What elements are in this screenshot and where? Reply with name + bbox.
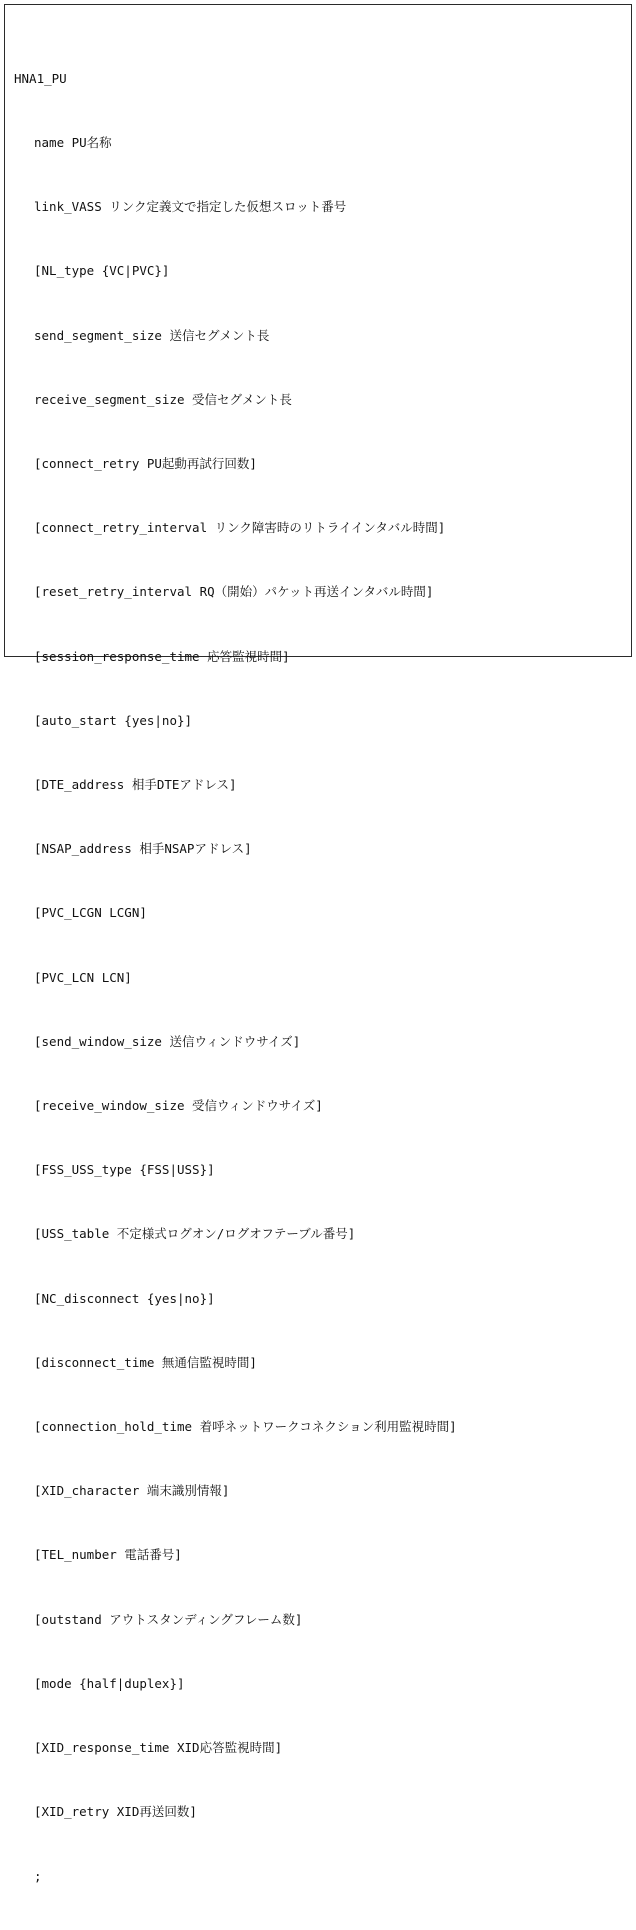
param-line: [auto_start {yes|no}] xyxy=(34,712,193,728)
definition-box xyxy=(4,4,632,1884)
param-terminator: ; xyxy=(34,1868,42,1884)
param-line: name PU名称 xyxy=(34,135,112,151)
param-line: [NL_type {VC|PVC}] xyxy=(34,263,170,279)
param-line: [PVC_LCN LCN] xyxy=(34,969,132,985)
param-line: [XID_character 端末識別情報] xyxy=(34,1483,230,1499)
definition-text xyxy=(14,25,625,1930)
definition-title: HNA1_PU xyxy=(14,70,67,86)
param-line: [outstand アウトスタンディングフレーム数] xyxy=(34,1611,303,1627)
param-line: [DTE_address 相手DTEアドレス] xyxy=(34,777,237,793)
param-line: send_segment_size 送信セグメント長 xyxy=(34,327,270,343)
param-line: [receive_window_size 受信ウィンドウサイズ] xyxy=(34,1098,323,1114)
param-line: [send_window_size 送信ウィンドウサイズ] xyxy=(34,1033,301,1049)
param-line: [session_response_time 応答監視時間] xyxy=(34,648,290,664)
param-line: [FSS_USS_type {FSS|USS}] xyxy=(34,1162,215,1178)
param-line: [XID_retry XID再送回数] xyxy=(34,1804,197,1820)
param-line: [connect_retry_interval リンク障害時のリトライインタバル時間] xyxy=(34,520,446,536)
param-line: [XID_response_time XID応答監視時間] xyxy=(34,1740,283,1756)
param-line: [connect_retry PU起動再試行回数] xyxy=(34,456,257,472)
param-line: [PVC_LCGN LCGN] xyxy=(34,905,147,921)
param-line: [mode {half|duplex}] xyxy=(34,1675,185,1691)
param-line: [NSAP_address 相手NSAPアドレス] xyxy=(34,841,252,857)
param-line: [connection_hold_time 着呼ネットワークコネクション利用監視時間] xyxy=(34,1419,457,1435)
param-line: [USS_table 不定様式ログオン/ログオフテーブル番号] xyxy=(34,1226,356,1242)
param-line: [TEL_number 電話番号] xyxy=(34,1547,182,1563)
param-line: [disconnect_time 無通信監視時間] xyxy=(34,1354,257,1370)
param-line: [NC_disconnect {yes|no}] xyxy=(34,1290,215,1306)
param-line: receive_segment_size 受信セグメント長 xyxy=(34,391,292,407)
param-line: [reset_retry_interval RQ（開始）パケット再送インタバル時間] xyxy=(34,584,434,600)
param-line: link_VASS リンク定義文で指定した仮想スロット番号 xyxy=(34,199,347,215)
